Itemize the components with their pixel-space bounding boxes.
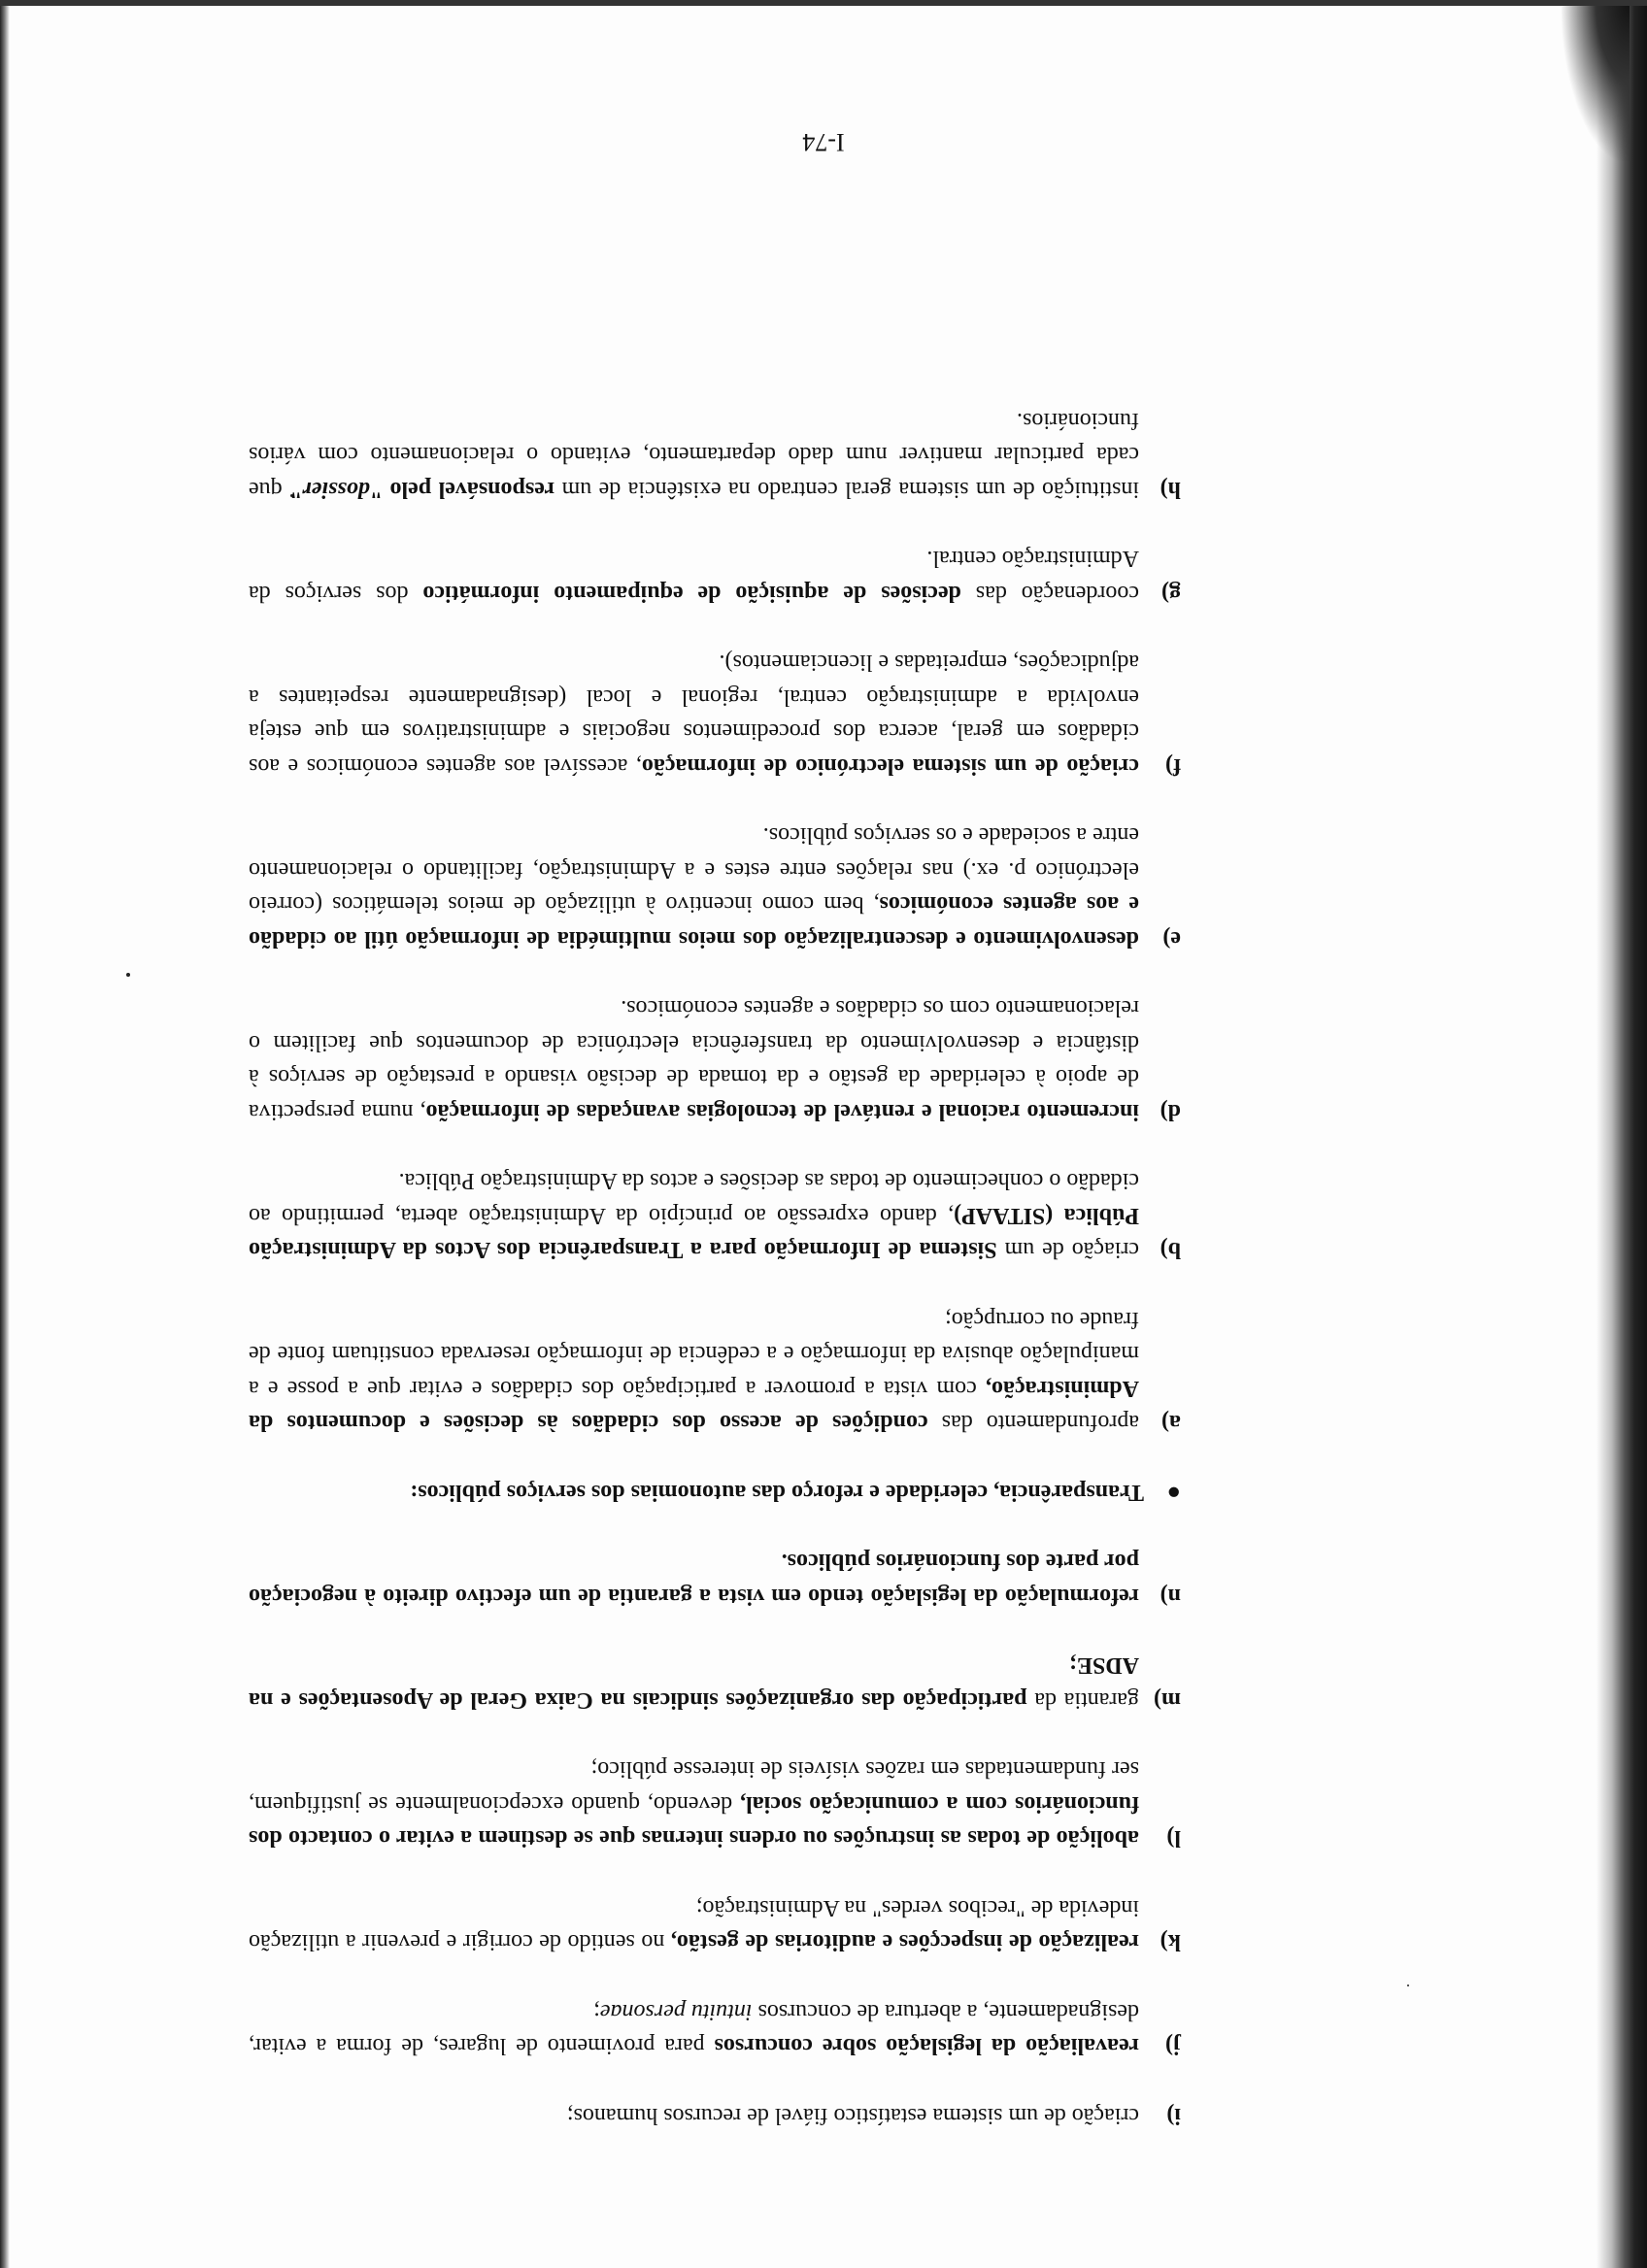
list-item-letter: a) [1161,1410,1181,1436]
list-item-text [249,990,1181,1128]
text-run: criação de um [996,1237,1139,1263]
list-item-letter: b) [1160,1237,1181,1263]
list-item-letter: i) [1166,2103,1181,2128]
list-item [249,1302,1181,1440]
text-run: no sentido de corrigir e prevenir a utilização indevida de "recibos verdes" na Administração; [249,1895,1139,1955]
text-run: coordenação das [960,581,1139,606]
list-item [249,817,1181,955]
list-item-text [249,1751,1181,1855]
list-item [249,1544,1181,1613]
document-body [249,368,1181,2133]
list-item-text [249,1994,1181,2063]
list-item-text [249,1890,1181,1959]
text-run: realização de inspecções e auditorias de gestão, [670,1929,1139,1955]
list-item [249,541,1181,610]
text-run: que cada particular mantiver num dado departamento, evitando o relacionamento com vários funcionários. [249,408,1139,502]
list-item-text [249,403,1181,507]
list-item-text [249,1648,1181,1717]
text-run: devendo, quando excepcionalmente se justifiquem, ser fundamentadas em razões visíveis de interesse público; [249,1756,1139,1817]
text-run: criação de um sistema estatístico fiável de recursos humanos; [566,2103,1139,2128]
list-item-letter: j) [1165,2033,1181,2059]
list-item [249,403,1181,507]
section-heading [249,1475,1181,1510]
text-run: , numa perspectiva de apoio à celeridade da gestão e da tomada de decisão visando a prestação de serviços à distância e desenvolvimento da transferência electrónica de documentos que facilitem o relacionamento com os cidadãos e agentes económicos. [249,995,1139,1124]
text-run: reformulação da legislação tendo em vista a garantia de um efectivo direito à negociação por parte dos funcionários públicos. [249,1549,1139,1609]
list-item-text [249,1163,1181,1267]
list-item [249,1890,1181,1959]
list-item-letter: d) [1160,1099,1181,1124]
list-item-text [249,817,1181,955]
text-run: participação das organizações sindicais na Caixa Geral de Aposentações e na ADSE; [248,1652,1139,1713]
list-item [249,645,1181,783]
list-item-text [249,2098,1181,2133]
list-item-letter: k) [1160,1929,1181,1955]
text-run: criação de um sistema electrónico de informação [641,753,1139,779]
list-item-letter: g) [1161,581,1181,606]
list-item [249,1994,1181,2063]
text-run: decisões de aquisição de equipamento informático [422,581,961,606]
scanner-edge-line [0,0,10,2268]
list-item-letter: l) [1166,1825,1181,1851]
text-run: abolição de todas as instruções ou ordens internas que se destinem a evitar o contacto dos funcionários com a comunicação social, [249,1791,1139,1851]
text-run: aprofundamento das [927,1410,1139,1436]
text-run: dos serviços da Administração central. [249,546,1139,606]
text-run: garantia da [1026,1687,1139,1713]
list-item-letter: h) [1160,477,1181,502]
text-run: " [289,477,303,502]
text-run: instituição de um sistema geral centrado na existência de um [555,477,1139,502]
list-item [249,1163,1181,1267]
list-item-letter: m) [1154,1687,1181,1713]
bullet-icon: ● [1166,1480,1181,1505]
text-run: com vista a promover a participação dos cidadãos e evitar que a posse e a manipulação abusiva da informação e a cedência de informação reservada constituam fonte de fraude ou corrupção; [249,1307,1139,1401]
text-run: desenvolvimento e descentralização dos meios multimédia de informação útil ao cidadão e aos agentes económicos [249,891,1139,951]
list-item-letter: n) [1160,1584,1181,1609]
scanner-edge-shadow [1597,0,1647,2268]
list-item [249,1648,1181,1717]
list-item [249,1751,1181,1855]
text-run: dossier [302,477,370,502]
item-list-staff [249,1544,1181,2132]
list-item-text [249,1302,1181,1440]
text-run: condições de acesso dos cidadãos às decisões e documentos da Administração, [249,1376,1139,1436]
text-run: responsável pelo " [369,477,555,502]
scan-speck [126,973,130,977]
list-item [249,990,1181,1128]
item-list-transparency [249,403,1181,1440]
list-item-text [249,541,1181,610]
text-run: incremento racional e rentável de tecnologias avançadas de informação [425,1099,1139,1124]
scanner-bottom-line [0,0,1647,6]
list-item-text [249,645,1181,783]
text-run: , acessível aos agentes económicos e aos cidadãos em geral, acerca dos procedimentos negociais e administrativos em que esteja envolvida a administração central, regional e local (designadamente respeitantes a adjudicações, empreitadas e licenciamentos). [248,650,1139,779]
text-run: Sistema de Informação para a Transparência dos Actos da Administração Pública (SITAAP) [249,1203,1139,1263]
text-run: intuitu personae [599,1999,753,2024]
list-item-text [249,1544,1181,1613]
text-run: para provimento de lugares, de forma a evitar, designadamente, a abertura de concursos [249,1999,1139,2059]
text-run: reavaliação da legislação sobre concursos [714,2033,1139,2059]
page-number: I-74 [802,128,845,156]
scan-speck [1407,1984,1409,1986]
text-run: , bem como incentivo à utilização de meios telemáticos (correio electrónico p. ex.) nas relações entre estes e a Administração, facilitando o relacionamento entre a sociedade e os serviços públicos. [249,822,1139,917]
list-item-letter: e) [1162,926,1181,951]
list-item-letter: f) [1165,753,1181,779]
list-item [249,2098,1181,2133]
text-run: ; [593,1999,600,2024]
section-heading-text: Transparência, celeridade e reforço das autonomias dos serviços públicos: [410,1480,1144,1505]
text-run: , dando expressão ao princípio da Administração aberta, permitindo ao cidadão o conhecimento de todas as decisões e actos da Administração Pública. [249,1168,1139,1228]
